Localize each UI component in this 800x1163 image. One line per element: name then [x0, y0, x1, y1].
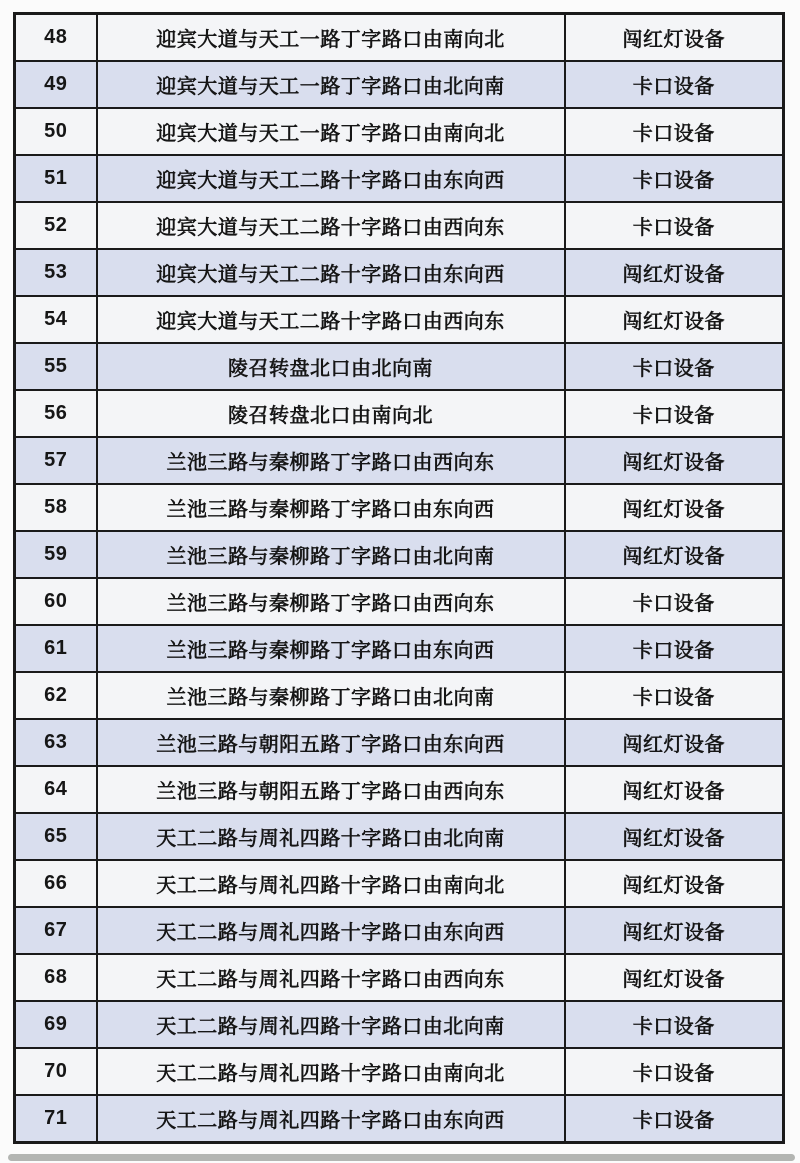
row-number-cell: 65 — [15, 813, 97, 860]
row-location-cell: 迎宾大道与天工二路十字路口由东向西 — [97, 155, 565, 202]
table-row — [15, 343, 784, 390]
row-location-cell: 迎宾大道与天工二路十字路口由西向东 — [97, 202, 565, 249]
table-row — [15, 390, 784, 437]
row-number-cell: 67 — [15, 907, 97, 954]
row-number-cell: 60 — [15, 578, 97, 625]
table-row — [15, 719, 784, 766]
row-number-cell: 59 — [15, 531, 97, 578]
row-location-cell: 陵召转盘北口由南向北 — [97, 390, 565, 437]
table-row — [15, 14, 784, 62]
row-device-cell: 闯红灯设备 — [565, 907, 784, 954]
row-device-cell: 闯红灯设备 — [565, 860, 784, 907]
table-row — [15, 1095, 784, 1143]
row-location-cell: 迎宾大道与天工一路丁字路口由南向北 — [97, 108, 565, 155]
row-location-cell: 兰池三路与秦柳路丁字路口由西向东 — [97, 578, 565, 625]
row-device-cell: 闯红灯设备 — [565, 766, 784, 813]
row-device-cell: 卡口设备 — [565, 155, 784, 202]
row-location-cell: 兰池三路与朝阳五路丁字路口由东向西 — [97, 719, 565, 766]
row-location-cell: 兰池三路与朝阳五路丁字路口由西向东 — [97, 766, 565, 813]
row-location-cell: 兰池三路与秦柳路丁字路口由东向西 — [97, 484, 565, 531]
device-table-body — [15, 14, 784, 1143]
row-device-cell: 闯红灯设备 — [565, 296, 784, 343]
table-row — [15, 108, 784, 155]
table-row — [15, 155, 784, 202]
row-device-cell: 卡口设备 — [565, 625, 784, 672]
row-location-cell: 天工二路与周礼四路十字路口由西向东 — [97, 954, 565, 1001]
row-number-cell: 63 — [15, 719, 97, 766]
table-row — [15, 202, 784, 249]
row-location-cell: 兰池三路与秦柳路丁字路口由东向西 — [97, 625, 565, 672]
table-row — [15, 531, 784, 578]
row-device-cell: 闯红灯设备 — [565, 437, 784, 484]
row-device-cell: 卡口设备 — [565, 202, 784, 249]
row-location-cell: 兰池三路与秦柳路丁字路口由北向南 — [97, 672, 565, 719]
row-device-cell: 卡口设备 — [565, 61, 784, 108]
row-number-cell: 66 — [15, 860, 97, 907]
row-device-cell: 卡口设备 — [565, 108, 784, 155]
row-number-cell: 51 — [15, 155, 97, 202]
table-row — [15, 249, 784, 296]
page-bottom-shadow — [8, 1154, 795, 1161]
table-row — [15, 1048, 784, 1095]
row-number-cell: 50 — [15, 108, 97, 155]
surveillance-device-table — [13, 12, 785, 1144]
row-location-cell: 兰池三路与秦柳路丁字路口由西向东 — [97, 437, 565, 484]
row-location-cell: 陵召转盘北口由北向南 — [97, 343, 565, 390]
row-location-cell: 天工二路与周礼四路十字路口由南向北 — [97, 1048, 565, 1095]
table-row — [15, 437, 784, 484]
row-number-cell: 49 — [15, 61, 97, 108]
row-location-cell: 天工二路与周礼四路十字路口由东向西 — [97, 907, 565, 954]
row-number-cell: 52 — [15, 202, 97, 249]
row-number-cell: 53 — [15, 249, 97, 296]
row-location-cell: 迎宾大道与天工二路十字路口由西向东 — [97, 296, 565, 343]
table-row — [15, 907, 784, 954]
table-row — [15, 578, 784, 625]
table-row — [15, 484, 784, 531]
row-device-cell: 闯红灯设备 — [565, 813, 784, 860]
row-device-cell: 闯红灯设备 — [565, 484, 784, 531]
row-device-cell: 卡口设备 — [565, 1048, 784, 1095]
table-row — [15, 813, 784, 860]
row-location-cell: 天工二路与周礼四路十字路口由东向西 — [97, 1095, 565, 1143]
row-device-cell: 卡口设备 — [565, 1001, 784, 1048]
row-location-cell: 天工二路与周礼四路十字路口由南向北 — [97, 860, 565, 907]
row-device-cell: 卡口设备 — [565, 672, 784, 719]
row-device-cell: 闯红灯设备 — [565, 249, 784, 296]
row-location-cell: 天工二路与周礼四路十字路口由北向南 — [97, 813, 565, 860]
row-location-cell: 迎宾大道与天工一路丁字路口由南向北 — [97, 14, 565, 62]
table-row — [15, 954, 784, 1001]
row-number-cell: 58 — [15, 484, 97, 531]
row-number-cell: 69 — [15, 1001, 97, 1048]
row-location-cell: 迎宾大道与天工一路丁字路口由北向南 — [97, 61, 565, 108]
row-number-cell: 48 — [15, 14, 97, 62]
row-number-cell: 55 — [15, 343, 97, 390]
row-location-cell: 兰池三路与秦柳路丁字路口由北向南 — [97, 531, 565, 578]
row-number-cell: 62 — [15, 672, 97, 719]
row-number-cell: 56 — [15, 390, 97, 437]
table-row — [15, 672, 784, 719]
row-number-cell: 70 — [15, 1048, 97, 1095]
row-number-cell: 54 — [15, 296, 97, 343]
row-device-cell: 闯红灯设备 — [565, 954, 784, 1001]
row-device-cell: 卡口设备 — [565, 578, 784, 625]
row-number-cell: 61 — [15, 625, 97, 672]
row-location-cell: 迎宾大道与天工二路十字路口由东向西 — [97, 249, 565, 296]
row-device-cell: 卡口设备 — [565, 390, 784, 437]
row-device-cell: 闯红灯设备 — [565, 531, 784, 578]
table-row — [15, 860, 784, 907]
row-number-cell: 64 — [15, 766, 97, 813]
table-row — [15, 766, 784, 813]
row-number-cell: 68 — [15, 954, 97, 1001]
row-number-cell: 71 — [15, 1095, 97, 1143]
table-row — [15, 1001, 784, 1048]
row-device-cell: 闯红灯设备 — [565, 14, 784, 62]
row-device-cell: 卡口设备 — [565, 1095, 784, 1143]
table-row — [15, 61, 784, 108]
table-row — [15, 296, 784, 343]
table-row — [15, 625, 784, 672]
row-device-cell: 闯红灯设备 — [565, 719, 784, 766]
row-number-cell: 57 — [15, 437, 97, 484]
row-device-cell: 卡口设备 — [565, 343, 784, 390]
row-location-cell: 天工二路与周礼四路十字路口由北向南 — [97, 1001, 565, 1048]
